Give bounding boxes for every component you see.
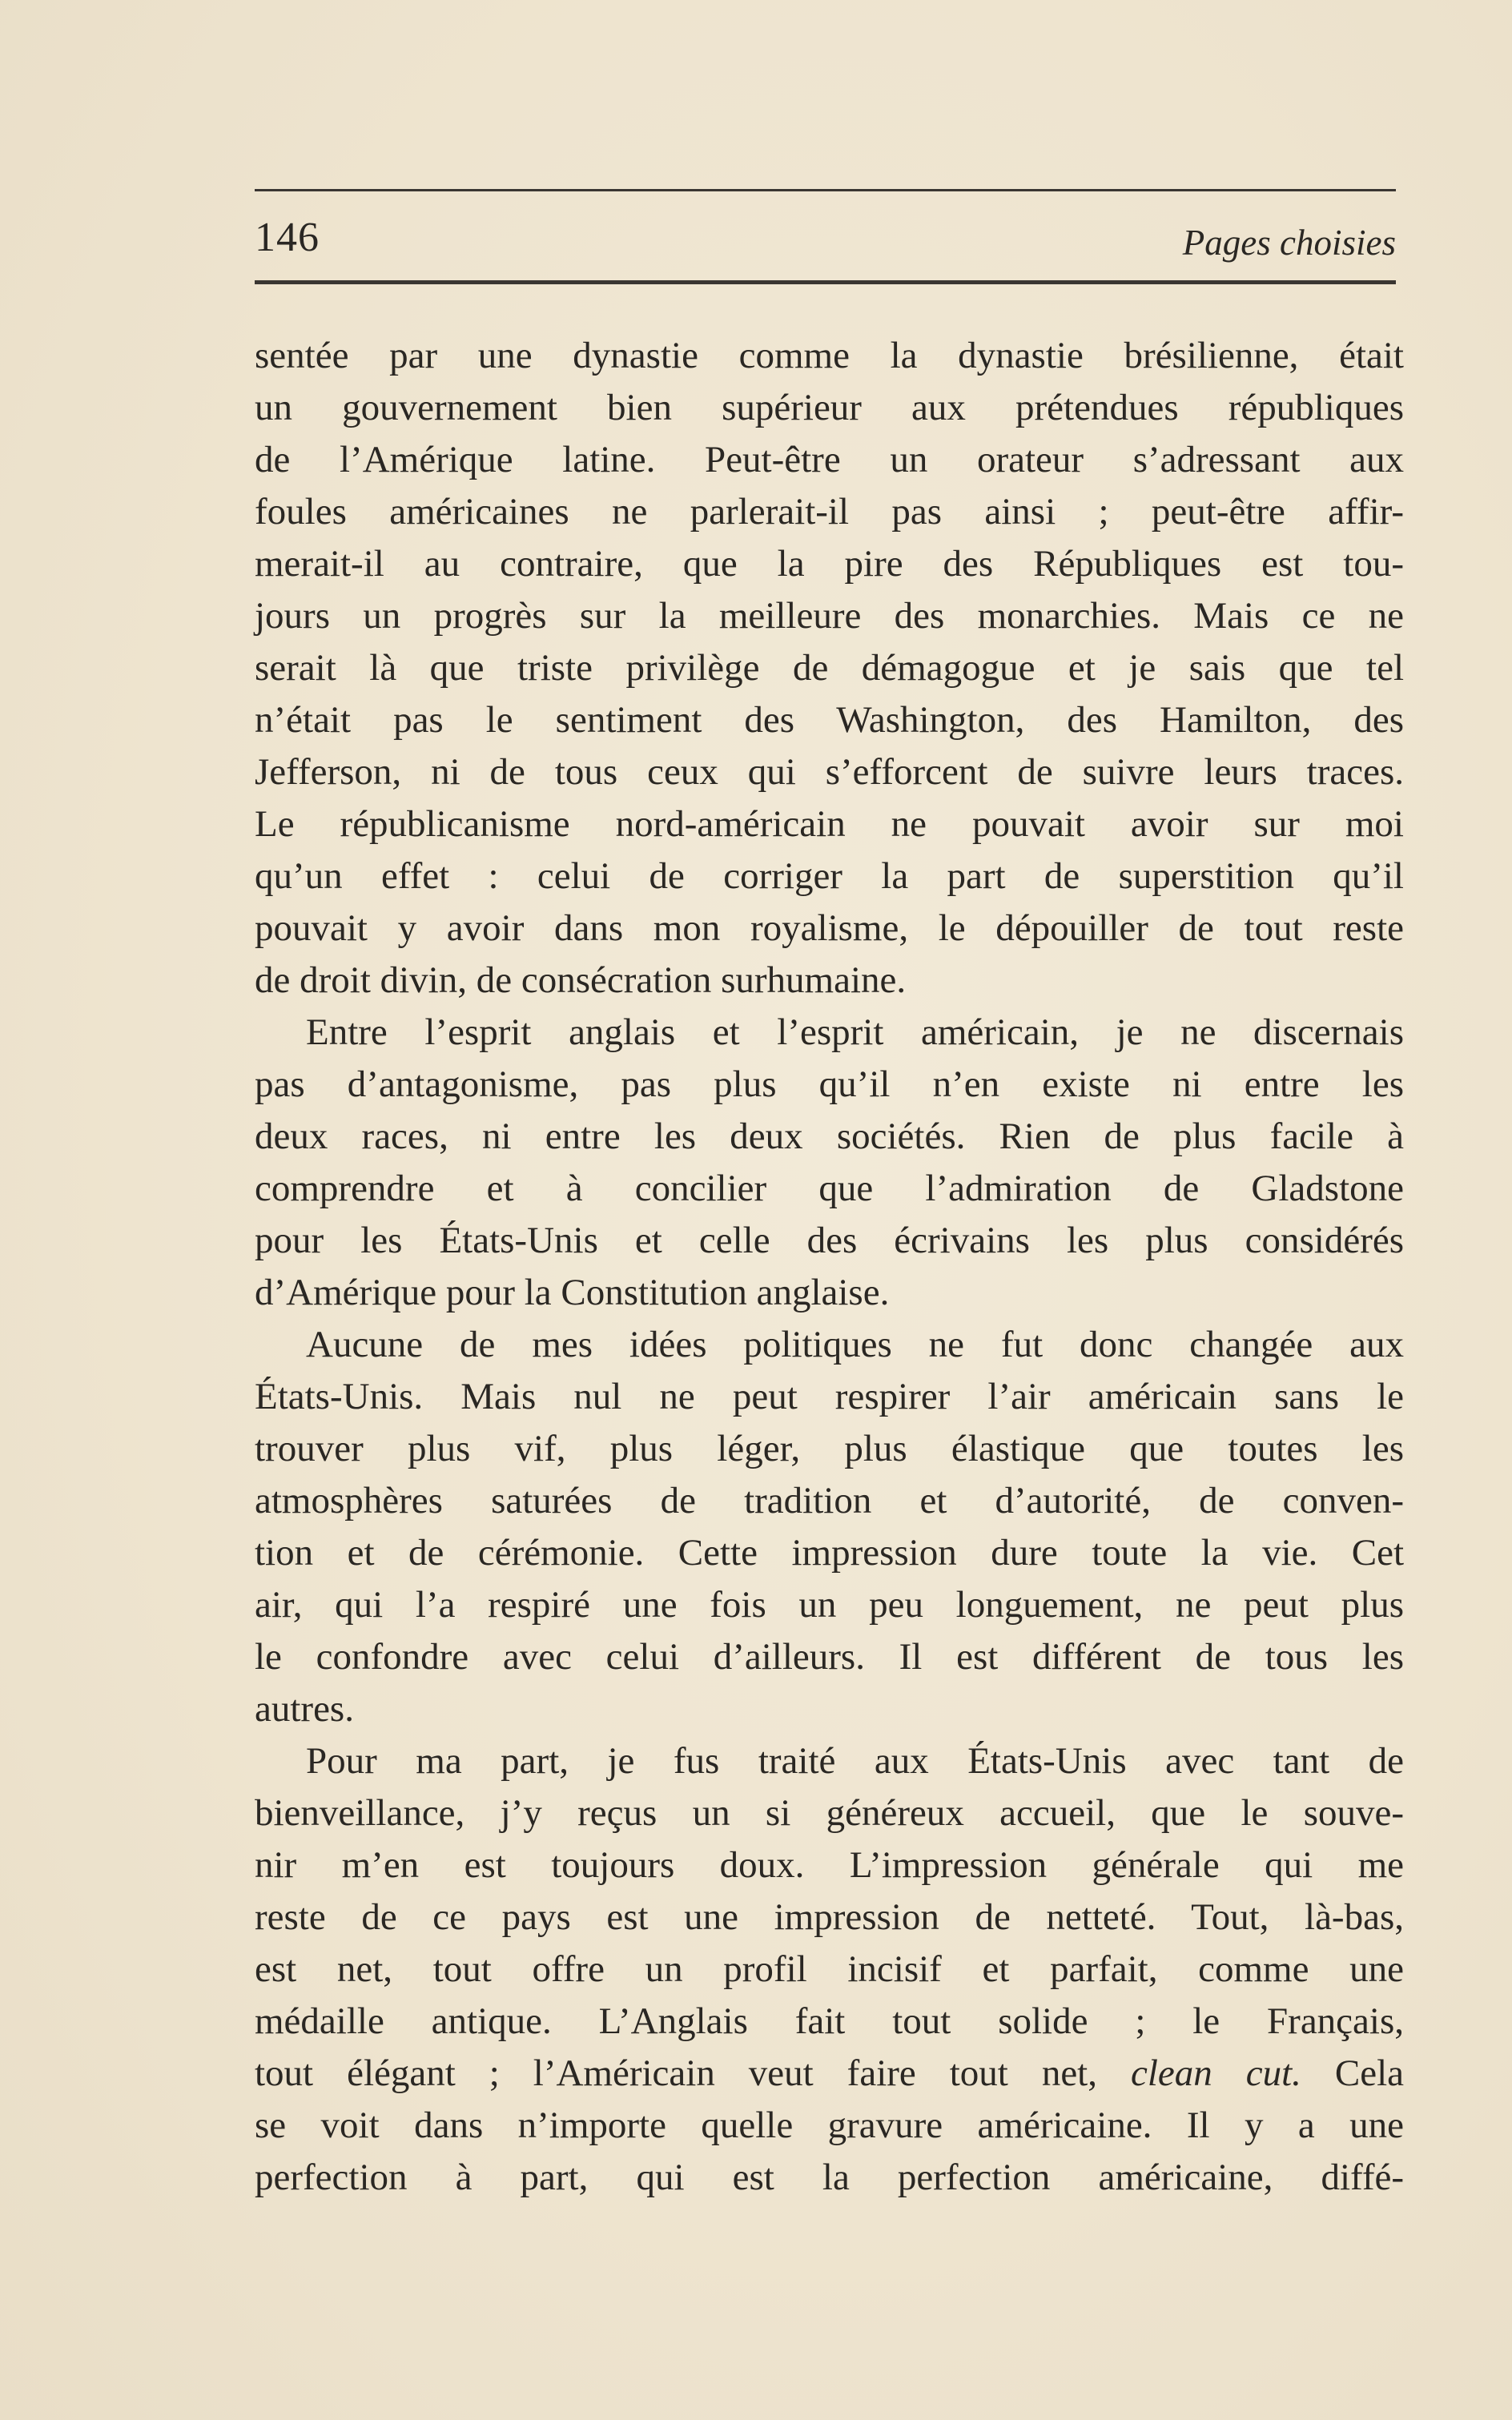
text-line: [255, 2048, 1404, 2100]
page-header: [255, 210, 1396, 274]
italic-phrase: clean cut.: [1130, 2052, 1301, 2094]
text-line: qu’un effet : celui de corriger la part de superstition qu’il: [255, 855, 1404, 897]
text-line: Le républicanisme nord-américain ne pouvait avoir sur moi: [255, 803, 1404, 845]
running-title: Pages choisies: [1182, 223, 1396, 263]
text-line: bienveillance, j’y reçus un si généreux accueil, que le souve-: [255, 1792, 1404, 1834]
text-line: nir m’en est toujours doux. L’impression générale qui me: [255, 1844, 1404, 1886]
text-line: le confondre avec celui d’ailleurs. Il est différent de tous les: [255, 1636, 1404, 1678]
text-line: tion et de cérémonie. Cette impression dure toute la vie. Cet: [255, 1532, 1404, 1574]
text-line: autres.: [255, 1688, 354, 1730]
text-line: foules américaines ne parlerait-il pas ainsi ; peut-être affir-: [255, 491, 1404, 533]
text-line: reste de ce pays est une impression de netteté. Tout, là-bas,: [255, 1896, 1404, 1938]
text-line: pas d’antagonisme, pas plus qu’il n’en existe ni entre les: [255, 1063, 1404, 1105]
text-fragment: tout élégant ; l’Américain veut faire tout net,: [255, 2052, 1131, 2094]
text-line: merait-il au contraire, que la pire des Républiques est tou-: [255, 543, 1404, 585]
text-line: pour les États-Unis et celle des écrivains les plus considérés: [255, 1220, 1404, 1261]
text-line: d’Amérique pour la Constitution anglaise.: [255, 1272, 890, 1313]
text-line: air, qui l’a respiré une fois un peu longuement, ne peut plus: [255, 1584, 1404, 1626]
text-line: deux races, ni entre les deux sociétés. Rien de plus facile à: [255, 1116, 1404, 1157]
text-line: trouver plus vif, plus léger, plus élastique que toutes les: [255, 1428, 1404, 1469]
text-line: atmosphères saturées de tradition et d’autorité, de conven-: [255, 1480, 1404, 1522]
text-line: sentée par une dynastie comme la dynastie brésilienne, était: [255, 335, 1404, 376]
paragraph-first-line: Entre l’esprit anglais et l’esprit américain, je ne discernais: [306, 1011, 1404, 1053]
text-line: est net, tout offre un profil incisif et parfait, comme une: [255, 1948, 1404, 1990]
page-number: 146: [255, 215, 320, 260]
text-line: jours un progrès sur la meilleure des monarchies. Mais ce ne: [255, 595, 1404, 637]
header-top-rule: [255, 189, 1396, 191]
text-line: serait là que triste privilège de démagogue et je sais que tel: [255, 647, 1404, 689]
text-line: États-Unis. Mais nul ne peut respirer l’air américain sans le: [255, 1376, 1404, 1417]
text-line: Jefferson, ni de tous ceux qui s’efforcent de suivre leurs traces.: [255, 751, 1404, 793]
text-line: un gouvernement bien supérieur aux prétendues républiques: [255, 387, 1404, 428]
header-bottom-rule: [255, 280, 1396, 284]
text-line: comprendre et à concilier que l’admiration de Gladstone: [255, 1168, 1404, 1209]
text-line: de droit divin, de consécration surhumaine.: [255, 959, 907, 1001]
text-line: n’était pas le sentiment des Washington, des Hamilton, des: [255, 699, 1404, 741]
text-line: perfection à part, qui est la perfection américaine, diffé-: [255, 2157, 1404, 2198]
text-line: se voit dans n’importe quelle gravure américaine. Il y a une: [255, 2104, 1404, 2146]
body-text: [255, 330, 1404, 2204]
paragraph-first-line: Pour ma part, je fus traité aux États-Unis avec tant de: [306, 1740, 1404, 1782]
text-fragment: Cela: [1301, 2052, 1404, 2094]
text-line: médaille antique. L’Anglais fait tout solide ; le Français,: [255, 2000, 1404, 2042]
paragraph-first-line: Aucune de mes idées politiques ne fut donc changée aux: [306, 1324, 1404, 1365]
text-line: pouvait y avoir dans mon royalisme, le dépouiller de tout reste: [255, 907, 1404, 949]
text-line: de l’Amérique latine. Peut-être un orateur s’adressant aux: [255, 439, 1404, 480]
